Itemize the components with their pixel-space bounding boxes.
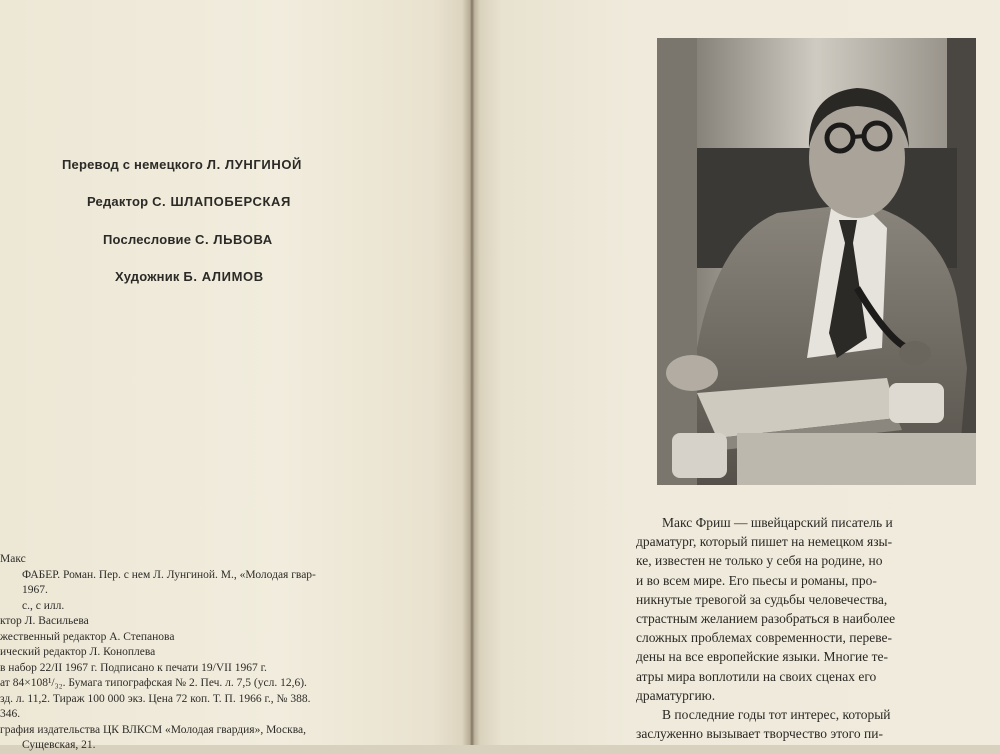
credit-afterword [103, 232, 273, 247]
credit-name: С. ЛЬВОВА [194, 232, 273, 247]
credit-role: Перевод с немецкого [62, 157, 204, 172]
credit-name: Л. ЛУНГИНОЙ [206, 157, 302, 172]
bio-line: ке, известен не только у себя на родине, но [636, 553, 883, 569]
bio-line: В последние годы тот интерес, который [662, 707, 891, 723]
author-photo [657, 38, 976, 485]
bio-line: Макс Фриш — швейцарский писатель и [662, 515, 893, 530]
credit-role: Художник [115, 269, 180, 284]
bio-line: атры мира воплотили на своих сценах его [636, 668, 877, 684]
imprint-line: с., с илл. [22, 599, 65, 612]
author-biography [636, 513, 974, 743]
credit-role: Послесловие [103, 232, 192, 247]
imprint-line: графия издательства ЦК ВЛКСМ «Молодая гвардия», Москва, [0, 723, 307, 736]
imprint-line: ктор Л. Васильева [0, 615, 89, 627]
author-photo-image [657, 38, 976, 485]
credit-name: С. ШЛАПОБЕРСКАЯ [152, 194, 291, 209]
imprint-line: Макс [0, 553, 26, 565]
credit-role: Редактор [87, 194, 149, 209]
bio-line: драматург, который пишет на немецком язы- [636, 534, 893, 550]
bio-line: заслуженно вызывает творчество этого пи- [636, 726, 883, 742]
imprint-line: 346. [0, 708, 21, 720]
credit-translator [62, 157, 302, 172]
imprint-line: ат 84×108¹/₃₂. Бумага типографская № 2. Печ. л. 7,5 (усл. 12,6). [0, 677, 307, 689]
book-gutter [462, 0, 480, 745]
imprint-line: Сущевская, 21. [22, 739, 96, 751]
imprint-line: ФАБЕР. Роман. Пер. с нем Л. Лунгиной. М., «Молодая гвар- [22, 568, 316, 581]
bio-line: дены на все европейские языки. Многие те- [636, 649, 889, 665]
imprint-line: жественный редактор А. Степанова [0, 630, 175, 643]
imprint-line: в набор 22/II 1967 г. Подписано к печати 19/VII 1967 г. [0, 661, 267, 674]
bio-line: страстным желанием разобраться в наиболее [636, 611, 896, 627]
credit-name: Б. АЛИМОВ [183, 269, 264, 284]
imprint-line: ический редактор Л. Коноплева [0, 646, 156, 658]
imprint-block [0, 552, 462, 754]
bio-line: никнутые тревогой за судьбы человечества, [636, 591, 888, 607]
imprint-line: 1967. [22, 584, 48, 596]
bio-line: и во всем мире. Его пьесы и романы, про- [636, 572, 877, 588]
credit-artist [115, 269, 264, 284]
imprint-line: зд. л. 11,2. Тираж 100 000 экз. Цена 72 коп. Т. П. 1966 г., № 388. [0, 692, 311, 705]
credit-editor [87, 194, 291, 209]
bio-line: драматургию. [636, 687, 716, 703]
bio-line: сложных проблемах современности, переве- [636, 630, 892, 646]
